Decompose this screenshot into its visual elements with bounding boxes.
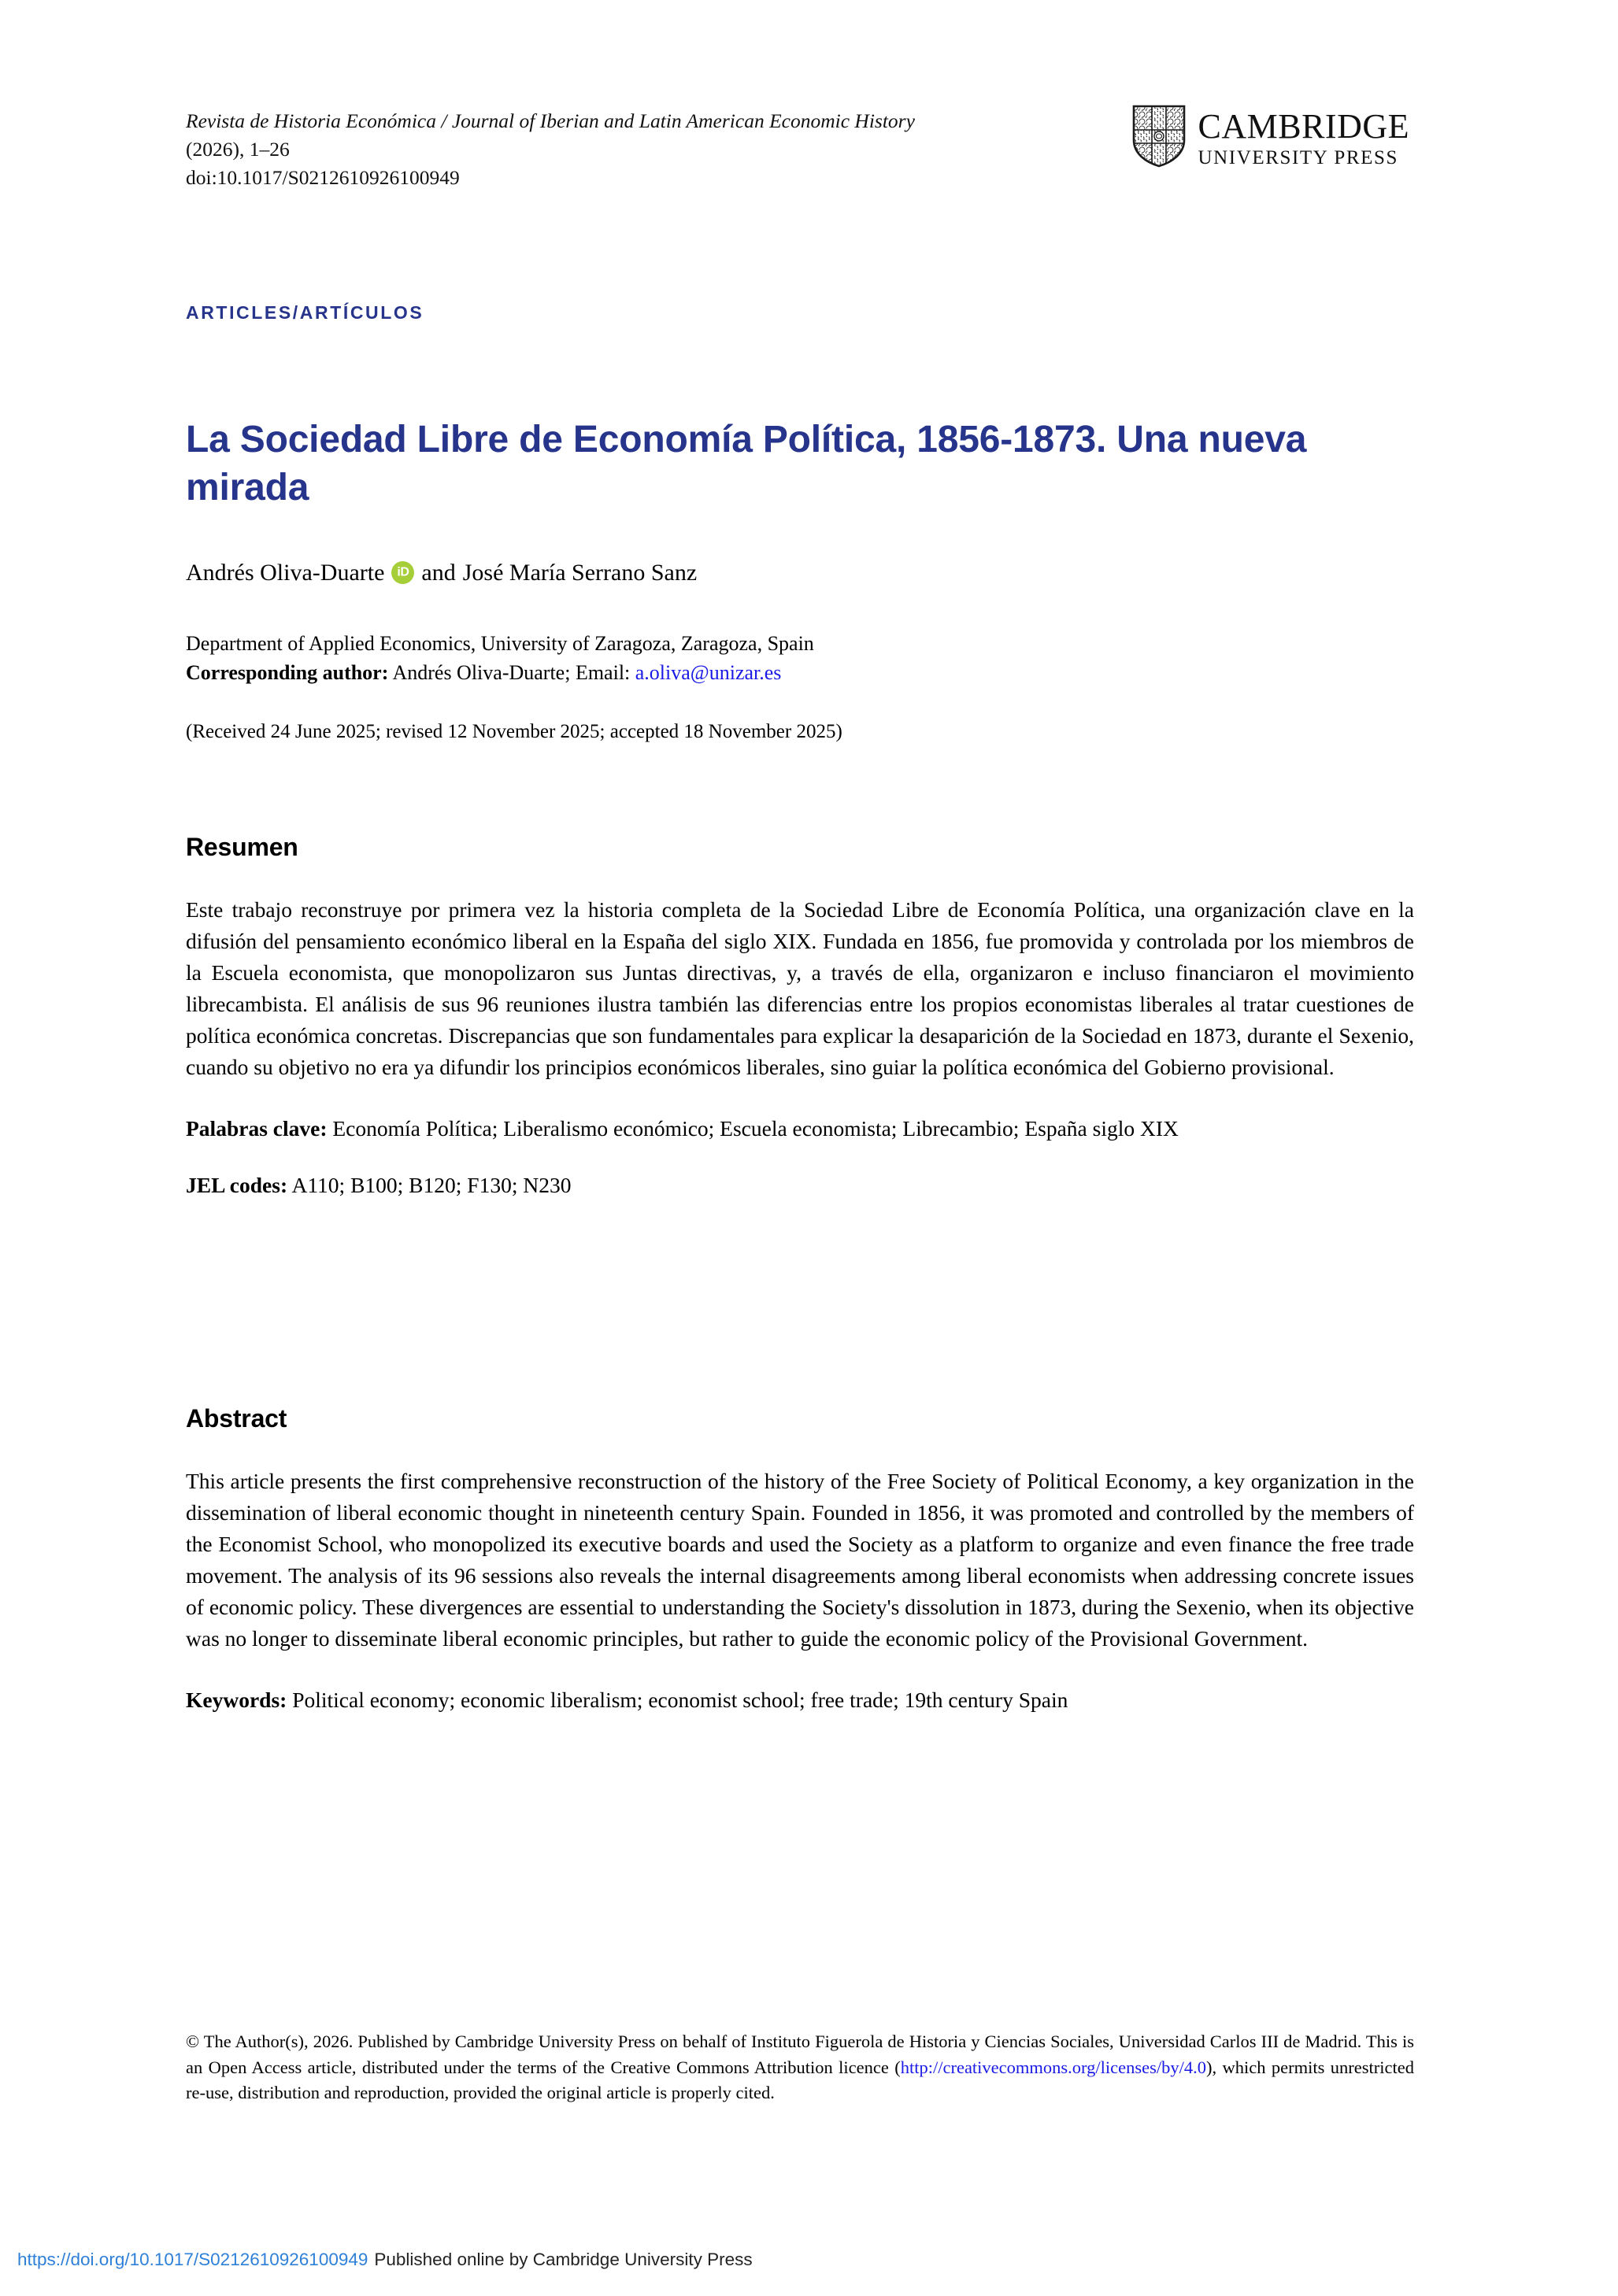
jel-codes-value: A110; B100; B120; F130; N230 bbox=[291, 1172, 572, 1197]
copyright-text-part1: © The Author(s), 2026. Published by Cambridge University Press on behalf of Instituto Figuerola de Historia y Ciencias Sociales, Universidad Carlos III de Madrid. This is an Open Access article, distributed under the terms of the Creative Commons Attribution licence ( bbox=[186, 2032, 1414, 2077]
cambridge-logo-line1: CAMBRIDGE bbox=[1198, 106, 1409, 146]
resumen-keywords-label: Palabras clave: bbox=[186, 1115, 328, 1141]
jel-codes-label: JEL codes: bbox=[186, 1172, 288, 1197]
author-list bbox=[186, 557, 1414, 588]
corresponding-author-name: Andrés Oliva-Duarte; Email: bbox=[392, 660, 631, 684]
page-title: La Sociedad Libre de Economía Política, 1856-1873. Una nueva mirada bbox=[186, 419, 1307, 508]
cambridge-logo-wordmark bbox=[1198, 106, 1409, 168]
publication-dates: (Received 24 June 2025; revised 12 November 2025; accepted 18 November 2025) bbox=[186, 721, 842, 742]
abstract-keywords-label: Keywords: bbox=[186, 1687, 287, 1712]
abstract-keywords-value: Political economy; economic liberalism; economist school; free trade; 19th century Spain bbox=[292, 1687, 1068, 1712]
orcid-id-icon[interactable] bbox=[391, 561, 414, 584]
abstract-body: This article presents the first comprehensive reconstruction of the history of the Free Society of Political Economy, a key organization in the dissemination of liberal economic thought in nineteenth century Spain. Founded in 1856, it was promoted and controlled by the members of the Economist School, who monopolized its executive boards and used the Society as a platform to organize and even finance the free trade movement. The analysis of its 96 sessions also reveals the internal disagreements among liberal economists when addressing concrete issues of economic policy. These divergences are essential to understanding the Society's dissolution in 1873, during the Sexenio, when its objective was no longer to disseminate liberal economic principles, but rather to guide the economic policy of the Provisional Government. bbox=[186, 1468, 1414, 1651]
masthead bbox=[186, 107, 1414, 193]
abstract-section bbox=[186, 1383, 1414, 1737]
creative-commons-licence-link[interactable]: http://creativecommons.org/licenses/by/4.0 bbox=[900, 2057, 1206, 2077]
footer-doi-link[interactable]: https://doi.org/10.1017/S0212610926100949 bbox=[17, 2250, 368, 2269]
affiliation-text: Department of Applied Economics, University of Zaragoza, Zaragoza, Spain bbox=[186, 632, 814, 655]
copyright-notice bbox=[186, 2029, 1414, 2106]
journal-citation-block bbox=[186, 107, 915, 193]
corresponding-author-email-link[interactable]: a.oliva@unizar.es bbox=[635, 660, 782, 684]
cambridge-logo-line2: UNIVERSITY PRESS bbox=[1198, 146, 1399, 168]
journal-doi: doi:10.1017/S0212610926100949 bbox=[186, 166, 460, 190]
resumen-keywords-line bbox=[186, 1113, 1414, 1144]
author-name-primary: Andrés Oliva-Duarte bbox=[186, 560, 385, 586]
page-footer bbox=[17, 2250, 753, 2270]
copyright-text-part2: ), which permits unrestricted re-use, distribution and reproduction, provided the original article is properly cited. bbox=[186, 2057, 1414, 2103]
cambridge-university-press-logo bbox=[1131, 104, 1409, 172]
affiliation-block bbox=[186, 630, 1414, 688]
article-type-label: ARTICLES/ARTÍCULOS bbox=[186, 302, 424, 323]
abstract-keywords-line bbox=[186, 1684, 1414, 1716]
corresponding-author-line bbox=[186, 659, 1414, 688]
abstract-heading: Abstract bbox=[186, 1403, 287, 1433]
corresponding-author-label: Corresponding author: bbox=[186, 660, 389, 684]
cambridge-shield-icon bbox=[1131, 104, 1187, 172]
resumen-body: Este trabajo reconstruye por primera vez la historia completa de la Sociedad Libre de Economía Política, una organización clave en la difusión del pensamiento económico liberal en la España del siglo XIX. Fundada en 1856, fue promovida y controlada por los miembros de la Escuela economista, que monopolizaron sus Juntas directivas, y, a través de ella, organizaron e incluso financiaron el movimiento librecambista. El análisis de sus 96 reuniones ilustra también las diferencias entre los propios economistas liberales al tratar cuestiones de política económica concretas. Discrepancias que son fundamentales para explicar la desaparición de la Sociedad en 1873, durante el Sexenio, cuando su objetivo no era ya difundir los principios económicos liberales, sino guiar la política económica del Gobierno provisional. bbox=[186, 897, 1414, 1079]
footer-published-by: Published online by Cambridge University Press bbox=[374, 2250, 753, 2269]
resumen-section bbox=[186, 812, 1414, 1222]
journal-name: Revista de Historia Económica / Journal of Iberian and Latin American Economic History bbox=[186, 109, 915, 132]
resumen-keywords-value: Economía Política; Liberalismo económico; Escuela economista; Librecambio; España siglo XIX bbox=[332, 1115, 1179, 1141]
author-connector: and bbox=[421, 560, 456, 586]
jel-codes-line bbox=[186, 1170, 1414, 1201]
journal-issue-pages: (2026), 1–26 bbox=[186, 138, 290, 161]
author-name-secondary: José María Serrano Sanz bbox=[462, 560, 698, 586]
resumen-heading: Resumen bbox=[186, 832, 298, 861]
